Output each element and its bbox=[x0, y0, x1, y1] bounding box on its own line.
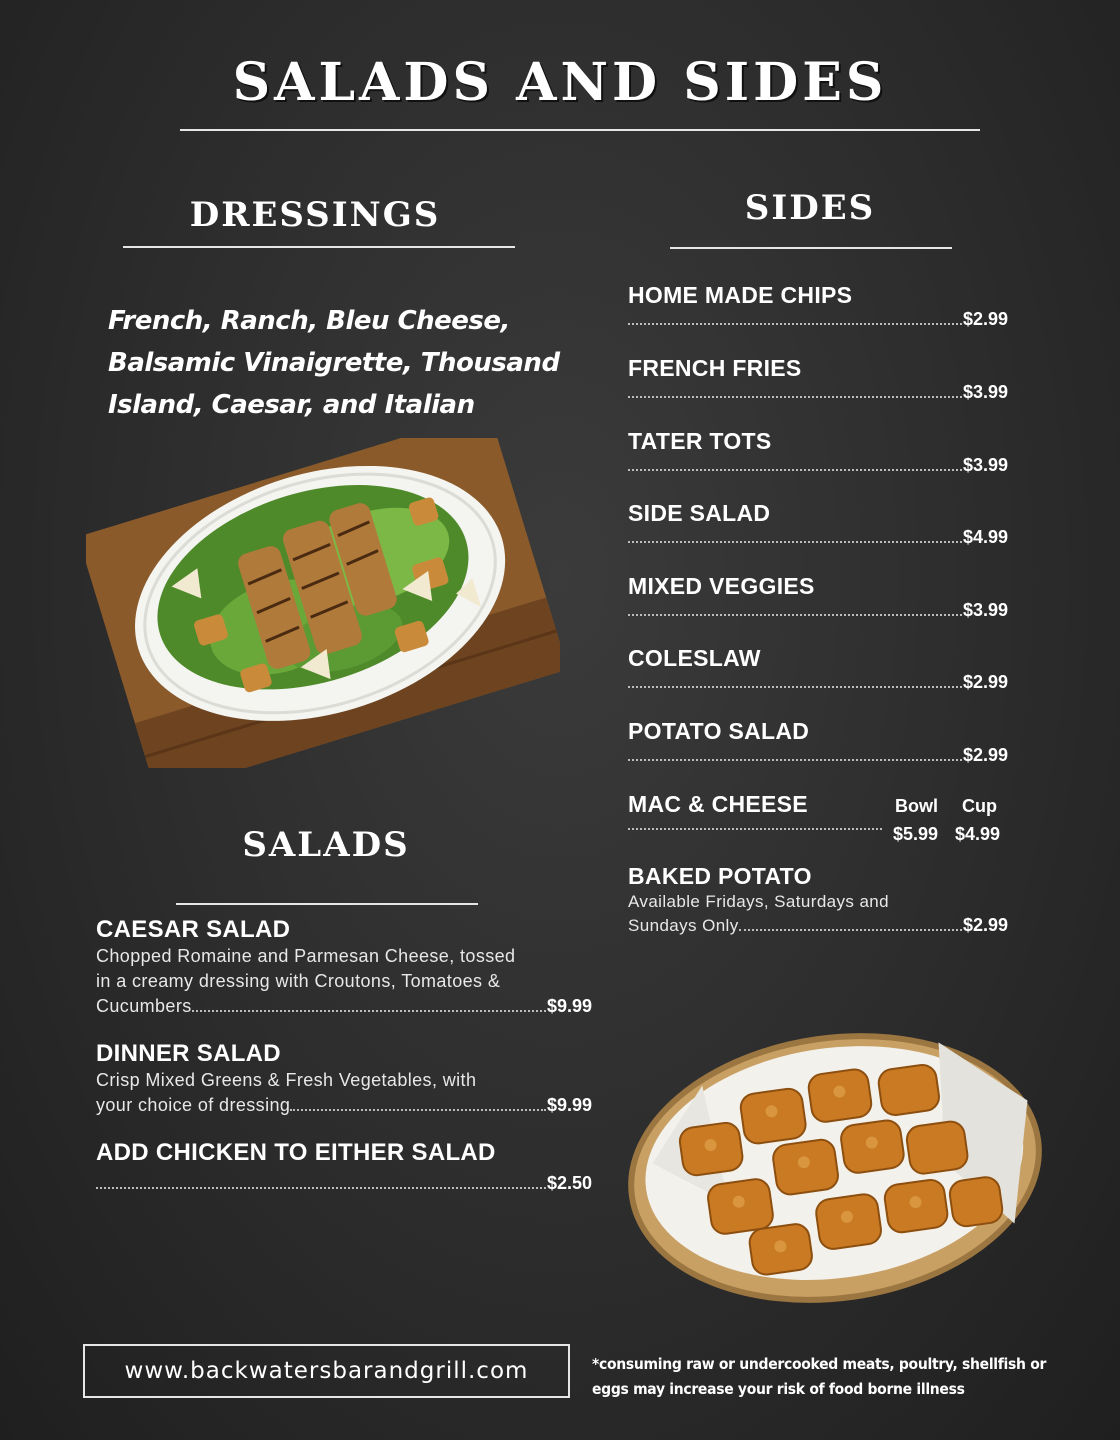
bowl-price: $5.99 bbox=[893, 824, 939, 844]
side-item-name: SIDE SALAD bbox=[628, 500, 771, 526]
side-item-name: TATER TOTS bbox=[628, 428, 772, 454]
salad-item-name: ADD CHICKEN TO EITHER SALAD bbox=[96, 1139, 496, 1166]
salad-item-chicken bbox=[96, 1139, 592, 1194]
side-item bbox=[628, 573, 1008, 621]
side-item-name: MIXED VEGGIES bbox=[628, 573, 815, 599]
side-item-price: $2.99 bbox=[962, 672, 1008, 692]
side-item-name: FRENCH FRIES bbox=[628, 355, 802, 381]
caesar-salad-photo bbox=[86, 438, 560, 768]
sides-heading: SIDES bbox=[744, 188, 876, 228]
tater-tots-basket-photo bbox=[620, 1020, 1050, 1310]
salads-divider bbox=[176, 903, 478, 905]
cup-price: $4.99 bbox=[955, 824, 1001, 844]
salad-item-desc: Cucumbers bbox=[96, 996, 192, 1016]
side-item-price: $3.99 bbox=[962, 455, 1008, 475]
side-item bbox=[628, 500, 1008, 548]
side-item bbox=[628, 355, 1008, 403]
side-item bbox=[628, 282, 1008, 330]
salad-item-price: $9.99 bbox=[546, 1095, 592, 1115]
food-safety-disclaimer bbox=[592, 1352, 1072, 1402]
title-divider bbox=[180, 129, 980, 131]
salad-item-desc: in a creamy dressing with Croutons, Tomatoes & bbox=[96, 971, 501, 991]
salad-item-desc: Crisp Mixed Greens & Fresh Vegetables, with bbox=[96, 1070, 477, 1090]
dressings-divider bbox=[123, 246, 515, 248]
salad-item-price: $2.50 bbox=[546, 1173, 592, 1193]
salads-heading: SALADS bbox=[242, 825, 410, 865]
side-item bbox=[628, 428, 1008, 476]
side-item bbox=[628, 718, 1008, 766]
side-item-name: POTATO SALAD bbox=[628, 718, 810, 744]
side-item-price: $2.99 bbox=[962, 745, 1008, 765]
salad-item-dinner bbox=[96, 1040, 592, 1118]
dressings-list: French, Ranch, Bleu Cheese, Balsamic Vinaigrette, Thousand Island, Caesar, and Italian bbox=[108, 306, 560, 420]
bowl-label: Bowl bbox=[895, 796, 938, 816]
page-title: SALADS AND SIDES bbox=[232, 52, 888, 113]
salad-item-desc: your choice of dressing bbox=[96, 1095, 291, 1115]
side-item bbox=[628, 645, 1008, 693]
salad-item-name: CAESAR SALAD bbox=[96, 916, 291, 943]
salad-item-name: DINNER SALAD bbox=[96, 1040, 281, 1067]
sides-divider bbox=[670, 247, 952, 249]
cup-label: Cup bbox=[962, 796, 997, 816]
side-item-name: HOME MADE CHIPS bbox=[628, 282, 853, 308]
side-item-name: MAC & CHEESE bbox=[628, 791, 808, 817]
side-item-name: COLESLAW bbox=[628, 645, 761, 671]
side-item-price: $4.99 bbox=[962, 527, 1008, 547]
website-link[interactable]: www.backwatersbarandgrill.com bbox=[83, 1344, 570, 1398]
side-item-desc: Sundays Only bbox=[628, 916, 739, 935]
side-item-price: $3.99 bbox=[962, 600, 1008, 620]
disclaimer-line: eggs may increase your risk of food borne illness bbox=[592, 1380, 965, 1398]
side-item-name: BAKED POTATO bbox=[628, 863, 812, 889]
dressings-heading: DRESSINGS bbox=[189, 195, 441, 235]
salad-item-price: $9.99 bbox=[546, 996, 592, 1016]
side-item-baked-potato bbox=[628, 863, 1008, 938]
side-item-mac bbox=[628, 791, 883, 834]
side-item-price: $2.99 bbox=[962, 309, 1008, 329]
salad-item-caesar bbox=[96, 916, 592, 1019]
side-item-price: $2.99 bbox=[962, 915, 1008, 935]
side-item-desc: Available Fridays, Saturdays and bbox=[628, 892, 890, 911]
salad-item-desc: Chopped Romaine and Parmesan Cheese, tossed bbox=[96, 946, 516, 966]
side-item-price: $3.99 bbox=[962, 382, 1008, 402]
disclaimer-line: *consuming raw or undercooked meats, poultry, shellfish or bbox=[592, 1355, 1047, 1373]
